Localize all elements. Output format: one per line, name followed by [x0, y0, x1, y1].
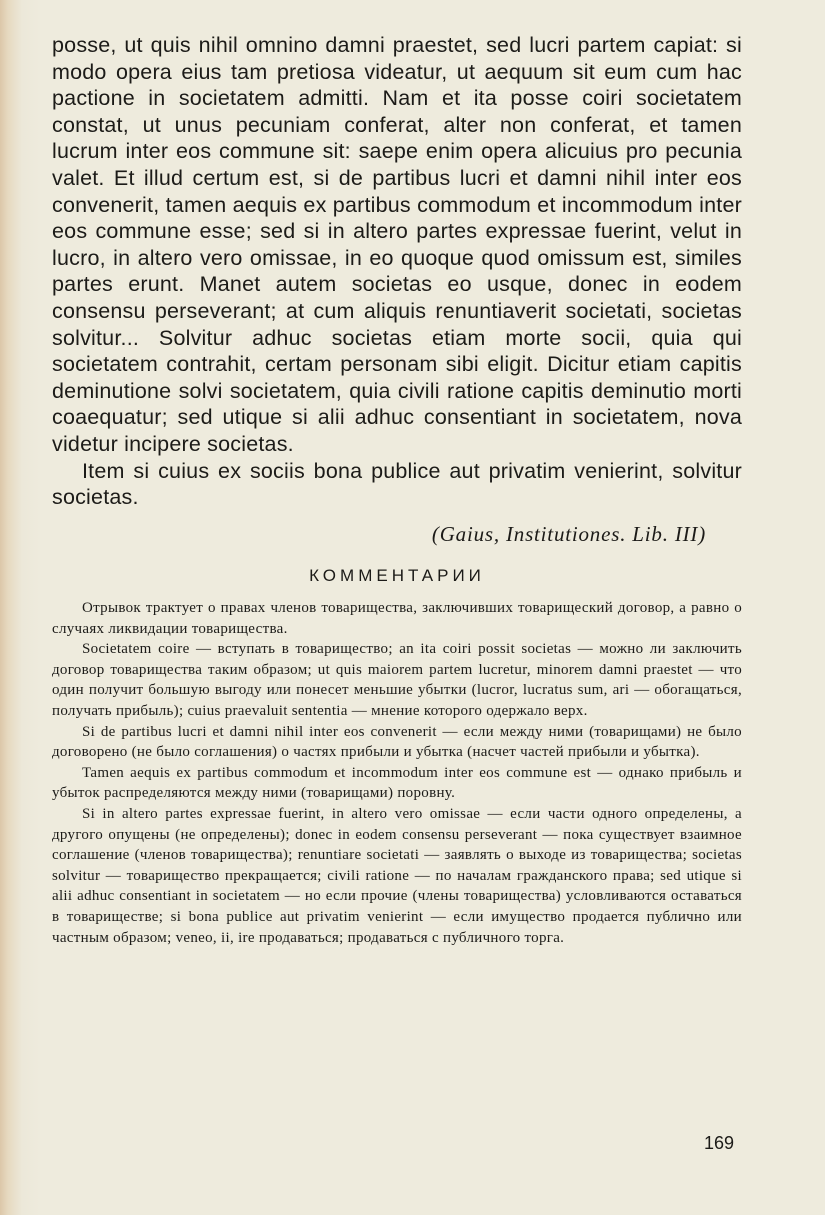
commentary-paragraph: Si de partibus lucri et damni nihil inter eos convenerit — если между ними (товарищами) не было договорено (не было соглашения) о частях прибыли и убытка (насчет частей прибыли и убытка).: [52, 723, 742, 761]
commentary-paragraph: Tamen aequis ex partibus commodum et incommodum inter eos commune est — однако прибыль и убыток распределяются между ними (товарищами) поровну.: [52, 764, 742, 802]
commentary-paragraph: Si in altero partes expressae fuerint, in altero vero omissae — если части одного определены, а другого опущены (не определены); donec in eodem consensu perseverant — пока существует взаимное соглашение (членов товарищества); renuntiare societati — заявлять о выходе из товарищества; societas solvitur — товарищество прекращается; civili ratione — по началам гражданского права; sed utique si alii adhuc consentiant in societatem — но если прочие (члены товарищества) условливаются оставаться в товариществе; si bona publice aut privatim venierint — если имущество продается публично или частным образом; veneo, ii, ire продаваться; продаваться с публичного торга.: [52, 805, 742, 946]
commentary-paragraph: Societatem coire — вступать в товарищество; an ita coiri possit societas — можно ли заключить договор товарищества таким образом; ut quis maiorem partem lucretur, minorem damni praestet — что один получит большую выгоду или понесет меньшие убытки (lucror, lucratus sum, ari — обогащаться, получать прибыль); cuius praevaluit sententia — мнение которого одержало верх.: [52, 641, 742, 719]
source-citation: (Gaius, Institutiones. Lib. III): [431, 522, 706, 546]
page-number: 169: [704, 1133, 735, 1153]
latin-paragraph: posse, ut quis nihil omnino damni praestet, sed lucri partem capiat: si modo opera eius tam pretiosa videatur, ut aequum sit eum cum hac pactione in societatem admitti. Nam et ita posse coiri societatem constat, ut unus pecuniam conferat, alter non conferat, et tamen lucrum inter eos commune sit: saepe enim opera alicuius pro pecunia valet. Et illud certum est, si de partibus lucri et damni nihil inter eos convenerit, tamen aequis ex partibus commodum et incommodum inter eos commune esse; sed si in altero partes expressae fuerint, velut in lucro, in altero vero omissae, in eo quoque quod omissum est, similes partes erunt. Manet autem societas eo usque, donec in eodem consensu perseverant; at cum aliquis renuntiaverit societati, societas solvitur... Solvitur adhuc societas etiam morte socii, quia qui societatem contrahit, certam personam sibi eligit. Dicitur etiam capitis deminutione solvi societatem, quia civili ratione capitis deminutio morti coaequatur; sed utique si alii adhuc consentiant in societatem, nova videtur incipere societas.: [52, 33, 742, 456]
commentary-heading: КОММЕНТАРИИ: [309, 566, 485, 585]
latin-paragraph: Item si cuius ex sociis bona publice aut privatim venierint, solvitur societas.: [52, 458, 742, 510]
commentary-text: [52, 598, 742, 948]
commentary-paragraph: Отрывок трактует о правах членов товарищества, заключивших товарищеский договор, а равно о случаях ликвидации товарищества.: [52, 600, 742, 637]
latin-text: [52, 32, 742, 511]
